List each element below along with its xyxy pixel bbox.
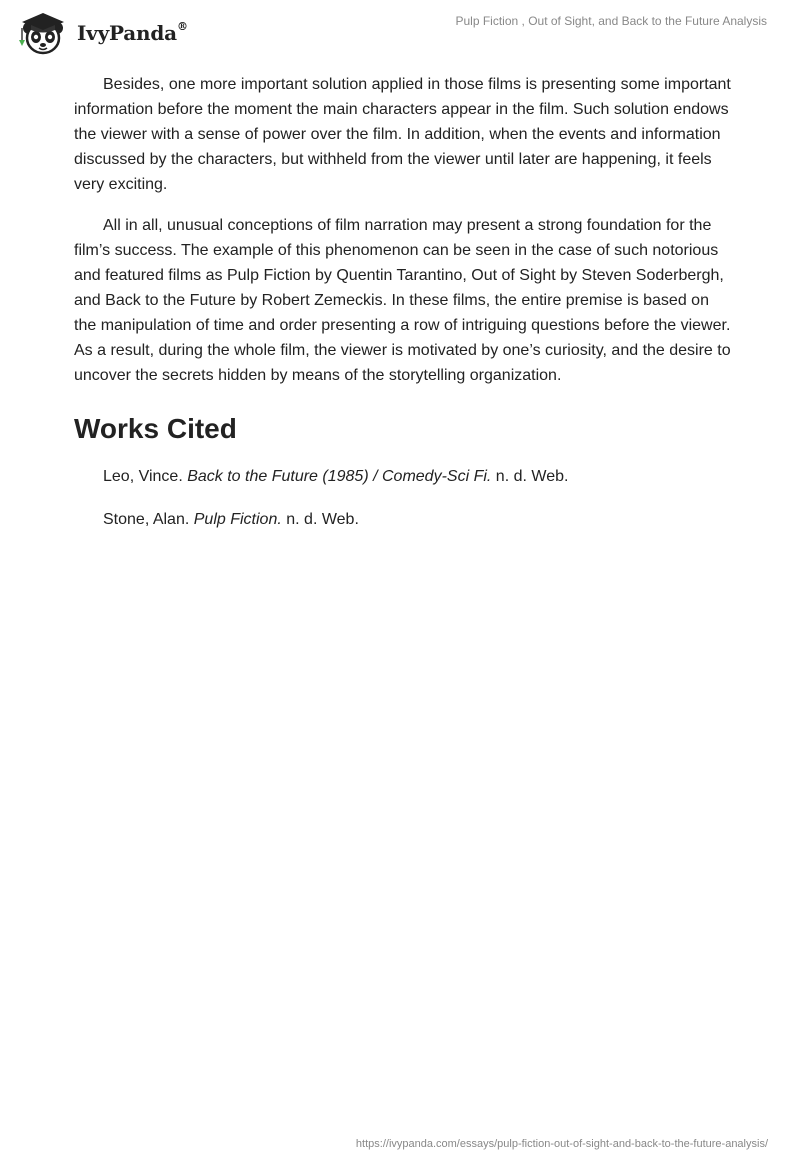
panda-graduation-cap-icon — [14, 8, 72, 56]
citation-entry — [103, 507, 734, 532]
citation-work: Back to the Future (1985) / Comedy-Sci Fi. — [187, 468, 492, 485]
body-paragraph: Besides, one more important solution applied in those films is presenting some important information before the moment the main characters appear in the film. Such solution endows the viewer with a sense of power over the film. In addition, when the events and information discussed by the characters, but withheld from the viewer until later are happening, it feels very exciting. — [74, 76, 731, 193]
brand-name: IvyPanda® — [77, 20, 188, 45]
works-cited-heading: Works Cited — [74, 413, 237, 444]
citation-author: Leo, Vince. — [103, 468, 183, 485]
document-title: Pulp Fiction , Out of Sight, and Back to the Future Analysis — [455, 14, 767, 28]
brand-logo[interactable] — [14, 8, 188, 56]
citation-rest: n. d. Web. — [495, 468, 569, 485]
citation-rest: n. d. Web. — [286, 511, 359, 528]
citation-work: Pulp Fiction. — [193, 511, 282, 528]
citation-author: Stone, Alan. — [103, 511, 190, 528]
body-paragraph: All in all, unusual conceptions of film narration may present a strong foundation for the film’s success. The example of this phenomenon can be seen in the case of such notorious and featured films as Pulp Fiction by Quentin Tarantino, Out of Sight by Steven Soderbergh, and Back to the Future by Robert Zemeckis. In these films, the entire premise is based on the manipulation of time and order presenting a row of intriguing questions before the viewer. As a result, during the whole film, the viewer is motivated by one’s curiosity, and the desire to uncover the secrets hidden by means of the storytelling organization. — [74, 217, 731, 384]
registered-mark: ® — [176, 20, 188, 34]
source-url-link[interactable]: https://ivypanda.com/essays/pulp-fiction-out-of-sight-and-back-to-the-future-analysis/ — [355, 1138, 768, 1150]
essay-content — [74, 72, 734, 550]
citation-entry — [103, 464, 734, 489]
